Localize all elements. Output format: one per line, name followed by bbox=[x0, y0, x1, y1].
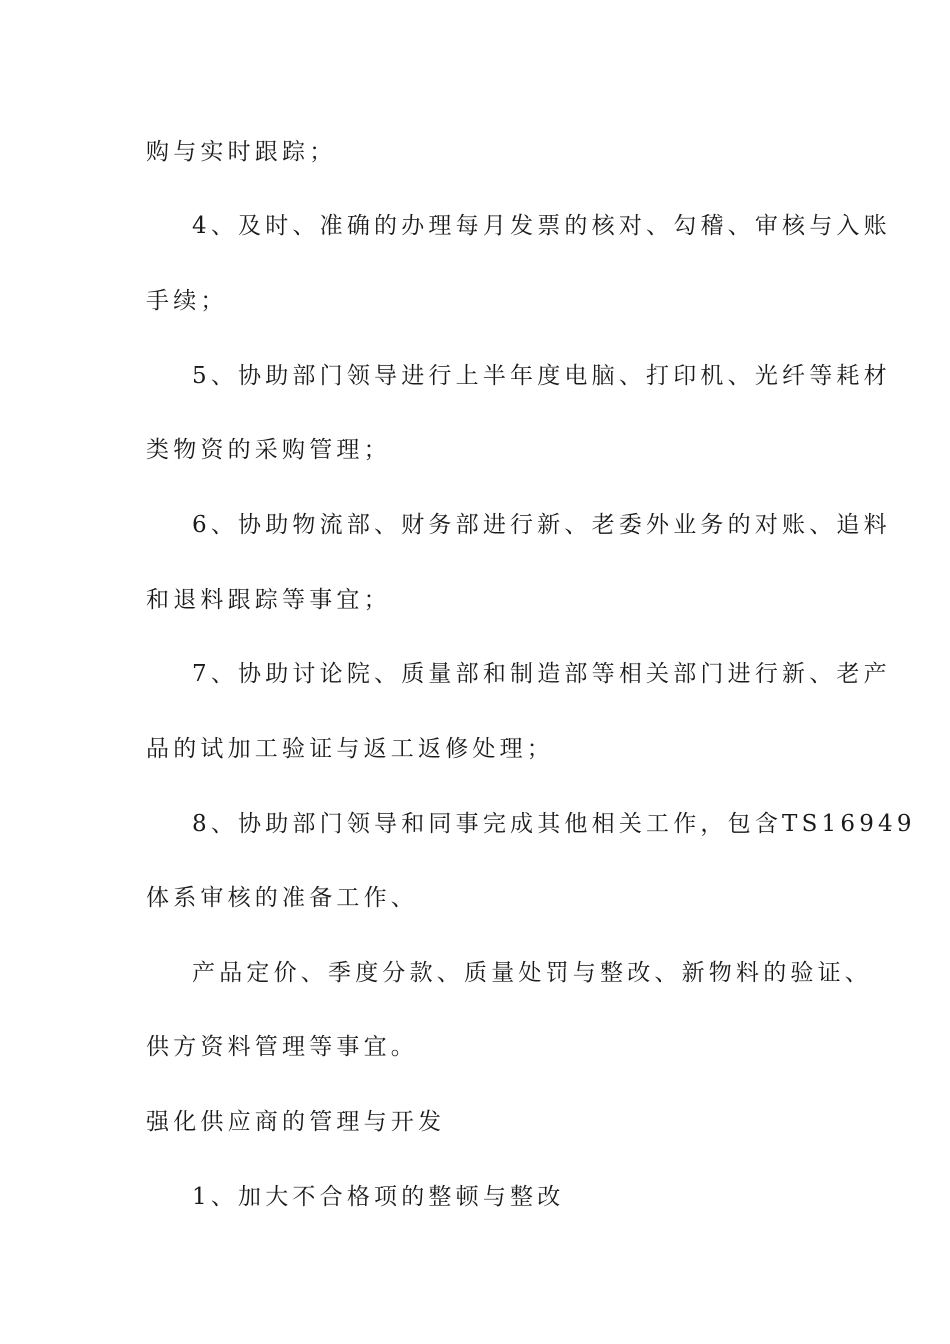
list-item-7: 7、协助讨论院、质量部和制造部等相关部门进行新、老产 bbox=[192, 661, 891, 687]
list-item-6: 6、协助物流部、财务部进行新、老委外业务的对账、追料 bbox=[192, 512, 891, 538]
paragraph-line: 购与实时跟踪； bbox=[146, 139, 337, 165]
paragraph-line: 手续； bbox=[146, 288, 228, 314]
section-heading: 强化供应商的管理与开发 bbox=[146, 1109, 446, 1135]
paragraph-line: 体系审核的准备工作、 bbox=[146, 885, 418, 911]
paragraph-line: 和退料跟踪等事宜； bbox=[146, 587, 391, 613]
list-item-1: 1、加大不合格项的整顿与整改 bbox=[192, 1184, 565, 1210]
paragraph-line: 产品定价、季度分款、质量处罚与整改、新物料的验证、 bbox=[192, 960, 872, 986]
paragraph-line: 类物资的采购管理； bbox=[146, 437, 391, 463]
paragraph-line: 品的试加工验证与返工返修处理； bbox=[146, 736, 554, 762]
list-item-8: 8、协助部门领导和同事完成其他相关工作，包含TS16949 bbox=[192, 811, 916, 837]
list-item-4: 4、及时、准确的办理每月发票的核对、勾稽、审核与入账 bbox=[192, 213, 891, 239]
list-item-5: 5、协助部门领导进行上半年度电脑、打印机、光纤等耗材 bbox=[192, 363, 891, 389]
paragraph-line: 供方资料管理等事宜。 bbox=[146, 1034, 418, 1060]
